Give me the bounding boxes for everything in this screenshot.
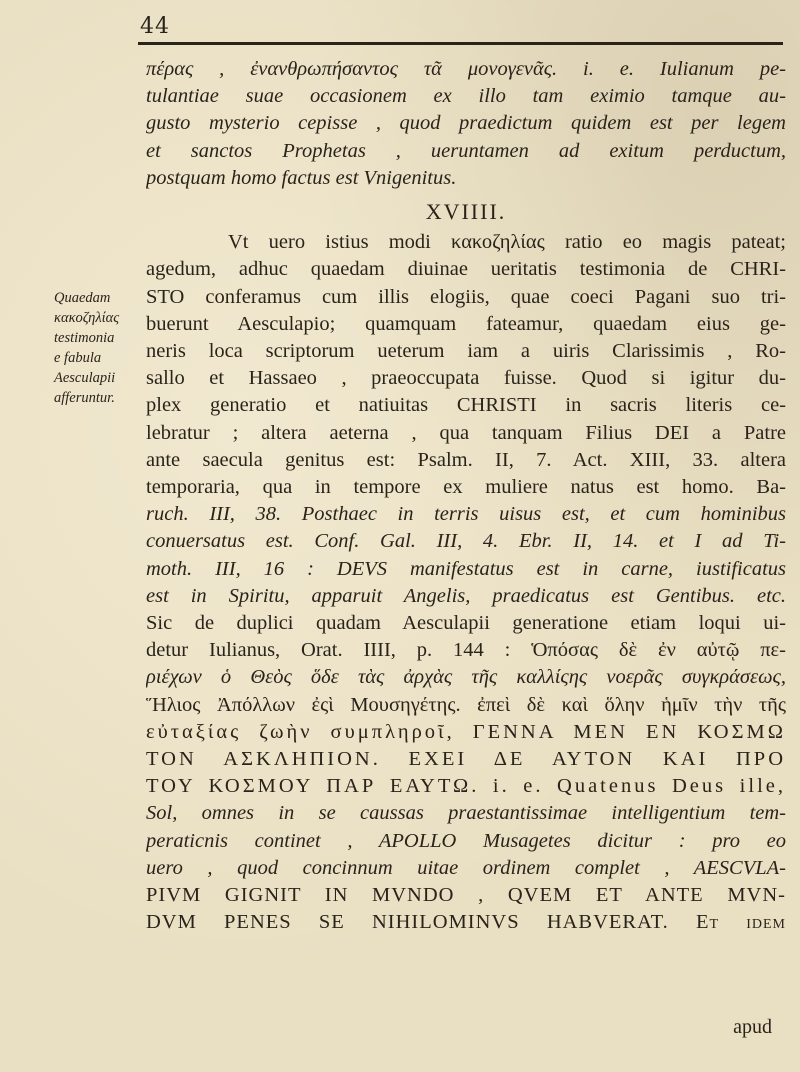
text-line: Ἥλιος Ἀπόλλων ἐςὶ Μουσηγέτης. ἐπεὶ δὲ καὶ ὅλην ἡμῖν τὴν τῆς [146,693,786,716]
text-line: moth. III, 16 : DEVS manifestatus est in carne, iustificatus [146,557,786,580]
text-line: εὐταξίας ζωὴν συμπληροῖ, ΓΕΝΝΑ ΜΕΝ ΕΝ ΚΟΣΜΩ [146,720,786,743]
text-line: detur Iulianus, Orat. IIII, p. 144 : Ὁπόσας δὲ ἐν αὐτῷ πε- [146,639,786,662]
text-line: ΤΟΥ ΚΟΣΜΟΥ ΠΑΡ ΕΑΥΤΩ. i. e. Quatenus Deus ille, [146,775,786,798]
margin-note [54,288,144,408]
section-number: XVIIII. [425,199,507,225]
text-line: et sanctos Prophetas , ueruntamen ad exitum perductum, [146,139,786,162]
text-line: sallo et Hassaeo , praeoccupata fuisse. Quod si igitur du- [146,367,786,390]
text-line: lebratur ; altera aeterna , qua tanquam Filius DEI a Patre [146,421,786,444]
margin-note-line: e fabula [54,350,102,366]
text-line: postquam homo factus est Vnigenitus. [146,166,457,189]
text-line: DVM PENES SE NIHILOMINVS HABVERAT. Et idem [146,911,786,934]
text-line: agedum, adhuc quaedam diuinae ueritatis testimonia de CHRI- [146,258,786,281]
text-line: STO conferamus cum illis elogiis, quae coeci Pagani suo tri- [146,285,786,308]
text-line: ante saecula genitus est: Psalm. II, 7. Act. XIII, 33. altera [146,448,786,471]
text-line: peraticnis continet , APOLLO Musagetes dicitur : pro eo [146,829,786,852]
text-line: est in Spiritu, apparuit Angelis, praedicatus est Gentibus. etc. [146,584,786,607]
text-line: πέρας , ἐνανθρωπήσαντος τᾶ μονογενᾶς. i. e. Iulianum pe- [146,58,786,80]
margin-note-line: afferuntur. [54,390,115,406]
text-line: uero , quod concinnum uitae ordinem complet , AESCVLA- [146,856,786,879]
body-text [146,56,786,937]
text-line: buerunt Aesculapio; quamquam fateamur, quaedam eius ge- [146,312,786,335]
text-line: temporaria, qua in tempore ex muliere natus est homo. Ba- [146,476,786,499]
catchword: apud [733,1016,772,1038]
text-line: plex generatio et natiuitas CHRISTI in sacris literis ce- [146,394,786,417]
margin-note-line: κακοζηλίας [54,310,120,326]
text-line: ruch. III, 38. Posthaec in terris uisus est, et cum hominibus [146,503,786,526]
text-line: Vt uero istius modi κακοζηλίας ratio eo magis pateat; [228,231,786,254]
text-line: neris loca scriptorum ueterum iam a uiris Clarissimis , Ro- [146,340,786,363]
margin-note-line: testimonia [54,330,115,346]
margin-note-line: Aesculapii [54,370,116,386]
text-line: Sic de duplici quadam Aesculapii generatione etiam loqui ui- [146,612,786,635]
text-line: tulantiae suae occasionem ex illo tam eximio tamque au- [146,85,786,108]
margin-note-line: Quaedam [54,290,111,306]
text-line: ριέχων ὁ Θεὸς ὅδε τὰς ἀρχὰς τῆς καλλίςης νοερᾶς συγκράσεως, [146,666,786,689]
text-line: Sol, omnes in se caussas praestantissimae intelligentium tem- [146,802,786,825]
page-number: 44 [140,14,170,39]
text-line: conuersatus est. Conf. Gal. III, 4. Ebr. II, 14. et I ad Ti- [146,530,786,553]
text-line: gusto mysterio cepisse , quod praedictum quidem est per legem [146,112,786,135]
header-rule [138,42,783,45]
text-line: PIVM GIGNIT IN MVNDO , QVEM ET ANTE MVN- [146,884,786,907]
text-line: ΤΟΝ ΑΣΚΛΗΠΙΟΝ. ΕΧΕΙ ΔΕ ΑΥΤΟΝ ΚΑΙ ΠΡΟ [146,748,786,771]
